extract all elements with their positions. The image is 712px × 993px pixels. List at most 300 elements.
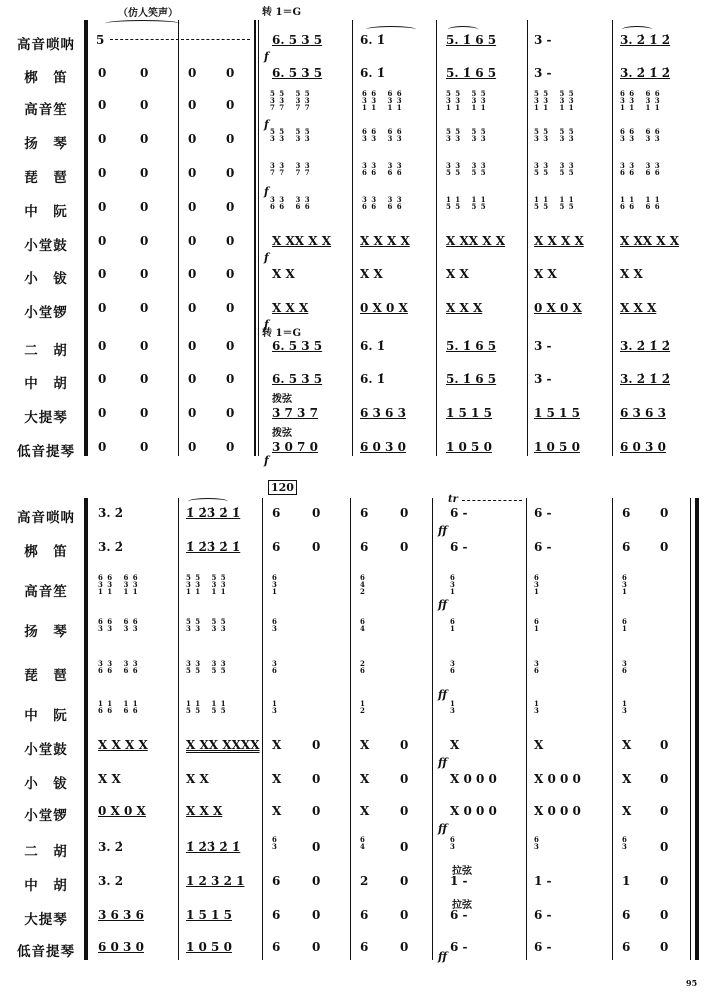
note-cell: X X X xyxy=(446,301,483,315)
instrument-label: 小 钹 xyxy=(24,776,68,792)
note-cell: 2 xyxy=(360,874,369,888)
trill-mark: tr xyxy=(448,494,458,505)
rest-cell: 0 xyxy=(188,234,197,248)
chord-stack: 5 5 5 5 3 3 3 3 xyxy=(270,127,311,143)
note-cell: 6 3 6 3 xyxy=(360,406,406,420)
rest-cell: 0 xyxy=(140,267,149,281)
rest-cell: 0 xyxy=(226,339,235,353)
note-cell: X XX X X xyxy=(272,234,332,248)
rest-cell: 0 xyxy=(140,200,149,214)
rest-cell: 0 xyxy=(98,98,107,112)
key-change: 转 1＝G xyxy=(262,328,301,339)
rest-cell: 0 xyxy=(188,66,197,80)
note-cell: 6 xyxy=(360,506,369,520)
rest-cell: 0 xyxy=(226,166,235,180)
note-cell: 1 5 1 5 xyxy=(446,406,492,420)
rest-cell: 0 xyxy=(140,66,149,80)
system-start-barline xyxy=(86,498,88,960)
instrument-label: 二 胡 xyxy=(24,343,68,359)
rest-cell: 0 xyxy=(226,301,235,315)
instrument-label: 高音笙 xyxy=(24,584,68,600)
rest-cell: 0 xyxy=(660,908,669,922)
note-cell: 3. 2̇ xyxy=(98,540,124,554)
note-cell: 0 X 0 X xyxy=(360,301,408,315)
dynamic-mark: ff xyxy=(438,756,448,769)
note-cell: 0 X 0 X xyxy=(534,301,582,315)
rest-cell: 0 xyxy=(140,372,149,386)
chord-stack: 5 5 5 5 3 3 3 3 7 7 7 7 xyxy=(270,89,311,112)
note-cell: 6 xyxy=(622,506,631,520)
page-number: 95 xyxy=(686,978,698,988)
note-cell: 3 - xyxy=(534,33,552,47)
rest-cell: 0 xyxy=(312,506,321,520)
chord-stack: 6 6 6 6 3 3 3 3 xyxy=(620,127,661,143)
chord-stack: 6 3 xyxy=(534,835,540,851)
note-cell: 3. 2̇ 1̇ 2̇ xyxy=(620,33,671,47)
note-cell: X xyxy=(622,738,632,752)
rest-cell: 0 xyxy=(226,98,235,112)
rest-cell: 0 xyxy=(660,506,669,520)
dynamic-mark: f xyxy=(264,185,269,198)
barline xyxy=(436,20,437,456)
note-cell: 6. 1̇ xyxy=(360,66,386,80)
chord-stack: 6 3 1 xyxy=(622,573,628,596)
chord-stack: 3 3 3 3 6 6 6 6 xyxy=(270,195,311,211)
rest-cell: 0 xyxy=(140,166,149,180)
note-cell: 1 2 3 2 1 xyxy=(186,874,245,888)
rest-cell: 0 xyxy=(98,339,107,353)
rest-cell: 0 xyxy=(98,440,107,454)
chord-stack: 1 1 1 1 5 5 5 5 xyxy=(534,195,575,211)
note-cell: 1 5 1 5 xyxy=(534,406,580,420)
dynamic-mark: f xyxy=(264,118,269,131)
note-cell: 3 - xyxy=(534,339,552,353)
dynamic-mark: ff xyxy=(438,822,448,835)
note-cell: X 0 0 0 xyxy=(450,772,497,786)
pizzicato-text: 拨弦 xyxy=(272,428,292,439)
instrument-label: 低音提琴 xyxy=(17,444,75,460)
note-cell: X X X xyxy=(620,301,657,315)
rest-cell: 0 xyxy=(312,804,321,818)
dynamic-mark: f xyxy=(264,50,269,63)
rest-cell: 0 xyxy=(660,804,669,818)
note-cell: X X X X xyxy=(360,234,410,248)
instrument-label: 高音笙 xyxy=(24,102,68,118)
rest-cell: 0 xyxy=(312,908,321,922)
rest-cell: 0 xyxy=(188,132,197,146)
rest-cell: 0 xyxy=(226,234,235,248)
chord-stack: 6 1 xyxy=(534,617,540,633)
note-cell: 6 xyxy=(360,908,369,922)
barline xyxy=(350,498,351,960)
barline xyxy=(352,20,353,456)
double-barline xyxy=(258,20,259,456)
note-cell: X X X X xyxy=(534,234,584,248)
rest-cell: 0 xyxy=(312,738,321,752)
chord-stack: 6 3 xyxy=(272,835,278,851)
note-cell: 6 xyxy=(272,908,281,922)
note-cell: 3. 2̇ 1̇ 2̇ xyxy=(620,66,671,80)
note-cell: 5. 1̇ 6 5 xyxy=(446,339,497,353)
rest-cell: 0 xyxy=(98,132,107,146)
rest-cell: 0 xyxy=(226,372,235,386)
score-system-1 xyxy=(0,0,712,470)
chord-stack: 6 1 xyxy=(622,617,628,633)
rest-cell: 0 xyxy=(98,234,107,248)
note-cell: 1 0 5 0 xyxy=(186,940,232,954)
dynamic-mark: f xyxy=(264,454,269,467)
note-cell: X xyxy=(360,738,370,752)
instrument-label: 大提琴 xyxy=(24,912,68,928)
rest-cell: 0 xyxy=(400,840,409,854)
note-cell: X 0 0 0 xyxy=(534,772,581,786)
note-cell: 6 - xyxy=(450,908,468,922)
chord-stack: 1 3 xyxy=(534,699,540,715)
chord-stack: 3 6 xyxy=(272,659,278,675)
note-cell: X X xyxy=(534,267,557,281)
note-cell: 1̇ 2̇3̇ 2̇ 1̇ xyxy=(186,840,241,854)
chord-stack: 6 3 xyxy=(450,835,456,851)
instrument-label: 中 阮 xyxy=(24,708,68,724)
rest-cell: 0 xyxy=(188,406,197,420)
trill-line xyxy=(462,500,522,503)
rest-cell: 0 xyxy=(188,98,197,112)
rest-cell: 0 xyxy=(400,506,409,520)
dynamic-mark: ff xyxy=(438,598,448,611)
tie xyxy=(622,26,652,33)
note-cell: 1 - xyxy=(450,874,468,888)
note-cell: 3 0 7 0 xyxy=(272,440,318,454)
instrument-label: 中 阮 xyxy=(24,204,68,220)
dynamic-mark: ff xyxy=(438,524,448,537)
instrument-label: 小堂鼓 xyxy=(24,742,68,758)
note-cell: 6. 1̇ xyxy=(360,339,386,353)
instrument-label: 扬 琴 xyxy=(24,624,68,640)
chord-stack: 5 5 5 5 3 3 3 3 1 1 1 1 xyxy=(186,573,227,596)
rest-cell: 0 xyxy=(400,908,409,922)
note-cell: X xyxy=(272,772,282,786)
note-cell: X xyxy=(360,772,370,786)
rest-cell: 0 xyxy=(400,874,409,888)
barline xyxy=(612,20,613,456)
instrument-label: 小堂锣 xyxy=(24,808,68,824)
rest-cell: 0 xyxy=(98,267,107,281)
note-cell: 3 7 3 7 xyxy=(272,406,318,420)
chord-stack: 3 3 3 3 6 6 6 6 xyxy=(362,161,403,177)
note-cell: 6 - xyxy=(450,940,468,954)
chord-stack: 3 3 3 3 6 6 6 6 xyxy=(620,161,661,177)
chord-stack: 6 4 xyxy=(360,617,366,633)
rest-cell: 0 xyxy=(660,540,669,554)
instrument-label: 小堂鼓 xyxy=(24,238,68,254)
instrument-label: 二 胡 xyxy=(24,844,68,860)
note-cell: 0 X 0 X xyxy=(98,804,146,818)
dynamic-mark: ff xyxy=(438,950,448,963)
note-cell: 3 6 3 6 xyxy=(98,908,144,922)
expression-text: （仿人笑声） xyxy=(118,8,178,19)
note-cell: X X X X xyxy=(98,738,148,752)
instrument-label: 中 胡 xyxy=(24,376,68,392)
note-cell: 6 - xyxy=(534,908,552,922)
final-barline xyxy=(690,498,691,960)
note-cell: 6 xyxy=(622,540,631,554)
barline xyxy=(612,498,613,960)
barline xyxy=(178,20,179,456)
chord-stack: 1 1 1 1 5 5 5 5 xyxy=(446,195,487,211)
note-cell: 3. 2 xyxy=(98,874,124,888)
note-cell: X XX X X xyxy=(446,234,506,248)
rest-cell: 0 xyxy=(660,840,669,854)
rest-cell: 0 xyxy=(660,874,669,888)
note-cell: X X xyxy=(186,772,209,786)
note-cell: 6 - xyxy=(450,540,468,554)
rest-cell: 0 xyxy=(140,440,149,454)
chord-stack: 6 6 6 6 3 3 3 3 1 1 1 1 xyxy=(98,573,139,596)
note-cell: 6. 5 3 5 xyxy=(272,372,323,386)
chord-stack: 5 5 5 5 3 3 3 3 xyxy=(446,127,487,143)
chord-stack: 1 2 xyxy=(360,699,366,715)
chord-stack: 2 6 xyxy=(360,659,366,675)
note-cell: 5. 1̇ 6 5 xyxy=(446,372,497,386)
barline xyxy=(526,498,527,960)
phrase-slur xyxy=(105,20,180,27)
note-cell: 6 xyxy=(622,940,631,954)
chord-stack: 6 6 6 6 3 3 3 3 xyxy=(362,127,403,143)
dynamic-mark: f xyxy=(264,318,269,331)
chord-stack: 6 3 1 xyxy=(272,573,278,596)
rest-cell: 0 xyxy=(188,200,197,214)
note-cell: X X xyxy=(272,267,295,281)
chord-stack: 6 3 1 xyxy=(534,573,540,596)
note-cell: 6 - xyxy=(450,506,468,520)
rest-cell: 0 xyxy=(226,66,235,80)
note-cell: 3. 2̇ 1̇ 2̇ xyxy=(620,372,671,386)
rest-cell: 0 xyxy=(188,372,197,386)
chord-stack: 1 1 1 1 5 5 5 5 xyxy=(186,699,227,715)
chord-stack: 3 3 3 3 6 6 6 6 xyxy=(362,195,403,211)
instrument-label: 琵 琶 xyxy=(24,170,68,186)
note-cell: 6 xyxy=(272,540,281,554)
rest-cell: 0 xyxy=(400,940,409,954)
instrument-label: 低音提琴 xyxy=(17,944,75,960)
note-cell: 6. 5 3 5 xyxy=(272,33,323,47)
chord-stack: 3 6 xyxy=(450,659,456,675)
note-cell: 3 - xyxy=(534,372,552,386)
rest-cell: 0 xyxy=(660,738,669,752)
note-cell: 6 xyxy=(360,940,369,954)
rest-cell: 0 xyxy=(312,540,321,554)
instrument-label: 小 钹 xyxy=(24,271,68,287)
note-cell: 1̇ 2̇3̇ 2̇ 1̇ xyxy=(186,540,241,554)
score-system-2 xyxy=(0,480,712,980)
note-cell: X XX X X xyxy=(620,234,680,248)
note-cell: 3. 2̇ 1̇ 2̇ xyxy=(620,339,671,353)
note-cell: 6 0 3 0 xyxy=(98,940,144,954)
note-cell: X xyxy=(622,804,632,818)
chord-stack: 1 1 1 1 6 6 6 6 xyxy=(620,195,661,211)
rest-cell: 0 xyxy=(400,540,409,554)
rest-cell: 0 xyxy=(226,267,235,281)
rest-cell: 0 xyxy=(400,772,409,786)
rest-cell: 0 xyxy=(312,874,321,888)
rest-cell: 0 xyxy=(140,132,149,146)
rest-cell: 0 xyxy=(140,406,149,420)
chord-stack: 3 3 3 3 5 5 5 5 xyxy=(186,659,227,675)
rest-cell: 0 xyxy=(140,98,149,112)
chord-stack: 6 3 xyxy=(622,835,628,851)
note-cell: 1 - xyxy=(534,874,552,888)
note-cell: 1 5 1 5 xyxy=(186,908,232,922)
tie xyxy=(366,26,416,33)
instrument-label: 高音唢呐 xyxy=(17,37,75,53)
note-cell: X xyxy=(450,738,460,752)
note-cell: 5. 1̇ 6 5 xyxy=(446,33,497,47)
chord-stack: 3 6 xyxy=(622,659,628,675)
chord-stack: 3 3 3 3 5 5 5 5 xyxy=(446,161,487,177)
rest-cell: 0 xyxy=(226,200,235,214)
chord-stack: 6 6 6 6 3 3 3 3 1 1 1 1 xyxy=(362,89,403,112)
rest-cell: 0 xyxy=(660,940,669,954)
rest-cell: 0 xyxy=(226,132,235,146)
note-cell: 6. 5 3 5 xyxy=(272,66,323,80)
chord-stack: 5 5 5 5 3 3 3 3 1 1 1 1 xyxy=(534,89,575,112)
chord-stack: 6 4 2 xyxy=(360,573,366,596)
rest-cell: 0 xyxy=(312,772,321,786)
rest-cell: 0 xyxy=(98,301,107,315)
rest-cell: 0 xyxy=(188,440,197,454)
note-cell: 6 0 3 0 xyxy=(360,440,406,454)
note-cell: 3 - xyxy=(534,66,552,80)
note-cell: 6 0 3 0 xyxy=(620,440,666,454)
arco-text: 拉弦 xyxy=(452,900,472,911)
note-cell: 6. 1̇ xyxy=(360,372,386,386)
chord-stack: 6 4 xyxy=(360,835,366,851)
chord-stack: 3 3 3 3 6 6 6 6 xyxy=(98,659,139,675)
note-cell: X X xyxy=(98,772,121,786)
barline xyxy=(178,498,179,960)
instrument-label: 小堂锣 xyxy=(24,305,68,321)
rest-cell: 0 xyxy=(312,840,321,854)
barline xyxy=(262,498,263,960)
rest-cell: 0 xyxy=(226,406,235,420)
note-cell: X X xyxy=(446,267,469,281)
note-cell: 6. 1̇ xyxy=(360,33,386,47)
chord-stack: 6 6 6 6 3 3 3 3 xyxy=(98,617,139,633)
rest-cell: 0 xyxy=(660,772,669,786)
note-cell: X X X xyxy=(272,301,309,315)
rest-cell: 0 xyxy=(98,406,107,420)
note-cell: 6 xyxy=(360,540,369,554)
note-cell: 3. 2̇ xyxy=(98,506,124,520)
note-cell: X xyxy=(622,772,632,786)
note-cell: 6 xyxy=(272,506,281,520)
note-cell: X X X xyxy=(186,804,223,818)
tie xyxy=(448,26,478,33)
rest-cell: 0 xyxy=(140,234,149,248)
rest-cell: 0 xyxy=(400,738,409,752)
rest-cell: 0 xyxy=(312,940,321,954)
chord-stack: 6 3 xyxy=(272,617,278,633)
note-cell: 6 - xyxy=(534,540,552,554)
note-cell: 6 - xyxy=(534,940,552,954)
instrument-label: 高音唢呐 xyxy=(17,510,75,526)
pizzicato-text: 拨弦 xyxy=(272,394,292,405)
chord-stack: 3 3 3 3 7 7 7 7 xyxy=(270,161,311,177)
dynamic-mark: ff xyxy=(438,688,448,701)
final-barline xyxy=(695,498,699,960)
instrument-label: 梆 笛 xyxy=(24,544,68,560)
instrument-label: 梆 笛 xyxy=(24,70,68,86)
instrument-label: 琵 琶 xyxy=(24,668,68,684)
arco-text: 拉弦 xyxy=(452,866,472,877)
note-cell: X XX XXXX xyxy=(186,738,260,752)
rest-cell: 0 xyxy=(98,372,107,386)
note-cell: X 0 0 0 xyxy=(534,804,581,818)
system-start-barline xyxy=(86,20,88,456)
rest-cell: 0 xyxy=(98,200,107,214)
note-cell: 3. 2̇ xyxy=(98,840,124,854)
note-cell: X xyxy=(360,804,370,818)
chord-stack: 6 1 xyxy=(450,617,456,633)
chord-stack: 6 6 6 6 3 3 3 3 1 1 1 1 xyxy=(620,89,661,112)
key-change: 转 1＝G xyxy=(262,7,301,18)
rest-cell: 0 xyxy=(188,339,197,353)
note-cell: 6 3 6 3 xyxy=(620,406,666,420)
instrument-label: 大提琴 xyxy=(24,410,68,426)
note-cell: X X xyxy=(620,267,643,281)
chord-stack: 3 3 3 3 5 5 5 5 xyxy=(534,161,575,177)
chord-stack: 5 5 5 5 3 3 3 3 xyxy=(186,617,227,633)
note-cell: X xyxy=(272,804,282,818)
instrument-label: 中 胡 xyxy=(24,878,68,894)
note-cell: 1 xyxy=(622,874,631,888)
note-cell: X xyxy=(272,738,282,752)
note-cell: 1 0 5 0 xyxy=(534,440,580,454)
rest-cell: 0 xyxy=(226,440,235,454)
note-cell: 6 xyxy=(272,940,281,954)
double-barline xyxy=(254,20,256,456)
instrument-label: 扬 琴 xyxy=(24,136,68,152)
barline xyxy=(432,498,433,960)
rest-cell: 0 xyxy=(188,267,197,281)
chord-stack: 5 5 5 5 3 3 3 3 1 1 1 1 xyxy=(446,89,487,112)
wavy-line xyxy=(110,39,250,42)
chord-stack: 1 3 xyxy=(450,699,456,715)
chord-stack: 1 1 1 1 6 6 6 6 xyxy=(98,699,139,715)
rehearsal-mark: 120 xyxy=(268,480,297,495)
note-cell: X 0 0 0 xyxy=(450,804,497,818)
note-cell: X X xyxy=(360,267,383,281)
rest-cell: 0 xyxy=(188,166,197,180)
note-cell: 6 xyxy=(272,874,281,888)
rest-cell: 0 xyxy=(140,301,149,315)
rest-cell: 0 xyxy=(188,301,197,315)
note-cell: 1 0 5 0 xyxy=(446,440,492,454)
chord-stack: 1 3 xyxy=(272,699,278,715)
dynamic-mark: f xyxy=(264,251,269,264)
note-cell: 5 xyxy=(96,33,105,47)
note-cell: 5. 1̇ 6 5 xyxy=(446,66,497,80)
rest-cell: 0 xyxy=(98,166,107,180)
rest-cell: 0 xyxy=(98,66,107,80)
barline xyxy=(527,20,528,456)
rest-cell: 0 xyxy=(140,339,149,353)
note-cell: X xyxy=(534,738,544,752)
note-cell: 6. 5 3 5 xyxy=(272,339,323,353)
note-cell: 1̇ 2̇3̇ 2̇ 1̇ xyxy=(186,506,241,520)
note-cell: 6 - xyxy=(534,506,552,520)
chord-stack: 1 3 xyxy=(622,699,628,715)
